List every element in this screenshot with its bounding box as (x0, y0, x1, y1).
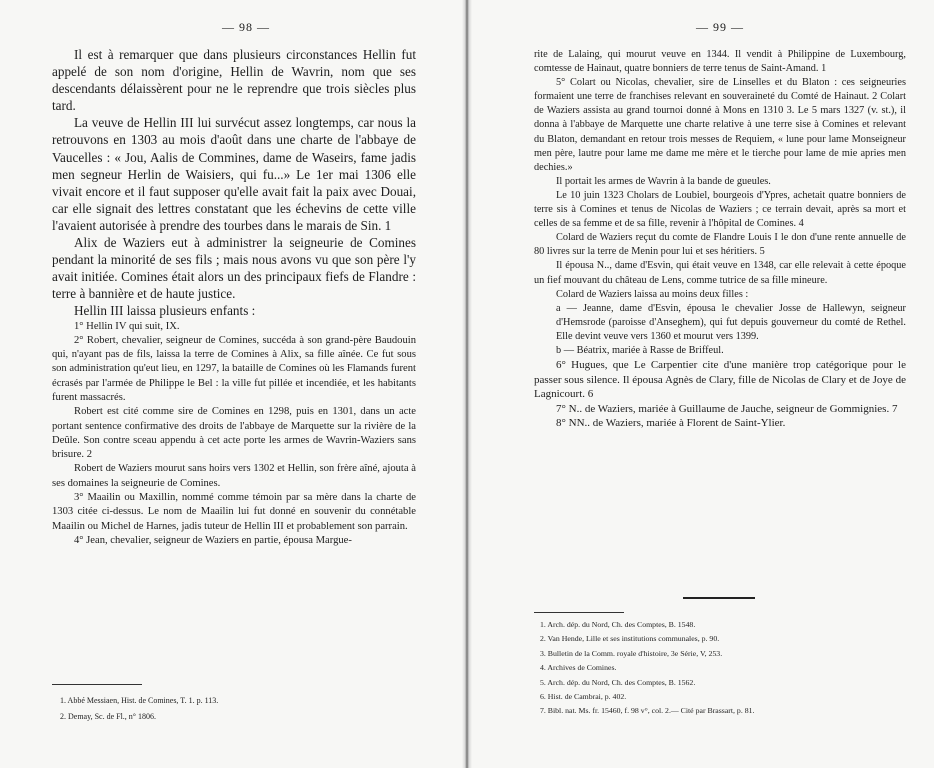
footnote: 7. Bibl. nat. Ms. fr. 15460, f. 98 v°, col. 2.— Cité par Brassart, p. 81. (540, 706, 755, 716)
book-gutter (462, 0, 472, 768)
paragraph: rite de Lalaing, qui mourut veuve en 1344. Il vendit à Philippine de Luxembourg, comtesse de Hainaut, quatre bonniers de terre tenus de Saint-Amand. 1 (534, 49, 906, 75)
left-footnotes (60, 693, 420, 725)
paragraph: Robert de Waziers mourut sans hoirs vers 1302 et Hellin, son frère aîné, ajouta à ses domaines la seigneurie de Comines. (52, 463, 416, 489)
paragraph: Il portait les armes de Wavrin à la bande de gueules. (556, 175, 771, 187)
paragraph: La veuve de Hellin III lui survécut assez longtemps, car nous la retrouvons en 1303 au mois d'août dans une charte de l'abbaye de Vaucelles : « Jou, Aalis de Commines, dame de Waseirs, fame jadis men segneur Herlin de Waisiers, qui fu...» Le 1er mai 1306 elle vivait encore et il faut supposer qu'elle avait fait la paix avec Douai, car elle signait des lettres constatant que les échevins de cette ville l'avaient autorisée à prendre des tourbes dans le marais de Sin. 1 (52, 115, 416, 233)
paragraph: a — Jeanne, dame d'Esvin, épousa le chevalier Josse de Hallewyn, seigneur d'Hemsrode (paroisse d'Anseghem), qui fut depuis gouverneur du comté de Rethel. Elle devint veuve vers 1360 et mourut vers 1399. (556, 302, 906, 342)
footnote: 1. Arch. dép. du Nord, Ch. des Comptes, B. 1548. (540, 620, 696, 629)
left-page-body (52, 46, 416, 548)
paragraph: 1° Hellin IV qui suit, IX. (74, 320, 180, 332)
footnote-separator (534, 612, 624, 613)
paragraph: Il épousa N.., dame d'Esvin, qui était veuve en 1348, car elle relevait à cette époque un fief mouvant du château de Lens, comme tutrice de sa fille mineure. (534, 260, 906, 286)
paragraph: 7° N.. de Waziers, mariée à Guillaume de Jauche, seigneur de Gommignies. 7 (556, 402, 898, 415)
section-end-rule (683, 597, 755, 599)
footnote: 4. Archives de Comines. (540, 663, 617, 673)
paragraph: Colard de Waziers laissa au moins deux filles : (556, 288, 749, 300)
paragraph: Hellin III laissa plusieurs enfants : (74, 303, 256, 319)
footnote-separator (52, 684, 142, 685)
paragraph: Il est à remarquer que dans plusieurs circonstances Hellin fut appelé de son nom d'origine, Hellin de Wavrin, nom que ses descendants délaissèrent pour ne le reprendre que trois siècles plus tard. (52, 47, 416, 114)
paragraph: Le 10 juin 1323 Cholars de Loubiel, bourgeois d'Ypres, achetait quatre bonniers de terre sis à Comines et tenus de Nicolas de Waziers ; ce terrain devait, après sa mort et celles de sa femme et de sa fille, revenir à l'hôpital de Comines. 4 (534, 189, 906, 230)
footnote: 6. Hist. de Cambrai, p. 402. (540, 692, 627, 702)
paragraph: b — Béatrix, mariée à Rasse de Briffeul. (556, 344, 724, 356)
footnote: 2. Demay, Sc. de Fl., n° 1806. (60, 712, 157, 721)
right-footnotes (540, 618, 910, 719)
footnote: 1. Abbé Messiaen, Hist. de Comines, T. 1. p. 113. (60, 696, 219, 705)
page-number-left: — 98 — (222, 20, 270, 34)
paragraph: 2° Robert, chevalier, seigneur de Comines, succéda à son grand-père Baudouin qui, n'ayant pas de fils, laissa la terre de Comines à Alix, sa fille aînée. Ce fut sous son administration qu'eut lieu, en 1297, la bataille de Comines où les Flamands furent écrasés par l'armée de Philippe le Bel : la ville fut pillée et incendiée, et les habitants furent massacrés. (52, 334, 416, 403)
paragraph: 8° NN.. de Waziers, mariée à Florent de Saint-Ylier. (556, 417, 786, 430)
paragraph: Colard de Waziers reçut du comte de Flandre Louis I le don d'une rente annuelle de 80 livres sur la terre de Menin pour lui et ses héritiers. 5 (534, 232, 906, 258)
page-number-right: — 99 — (696, 20, 744, 34)
paragraph: 5° Colart ou Nicolas, chevalier, sire de Linselles et du Blaton : ces seigneuries formaient une terre de franchises relevant en souveraineté du Comté de Hainaut. 2 Colart de Waziers assista au grand tournoi donné à Mons en 1310 3. Le 5 mars 1327 (v. st.), il donna à l'abbaye de Marquette une charte relative à une terre sise à Comines et relevant du Blaton, demandant en retour trois messes de Requiem, « lune pour lame Monseigneur men père, lautre pour lame me dame me mère et le tierche pour lame de mie apries men dechies.» (534, 77, 906, 173)
paragraph: 4° Jean, chevalier, seigneur de Waziers en partie, épousa Margue- (74, 534, 352, 546)
paragraph: Robert est cité comme sire de Comines en 1298, puis en 1301, dans un acte portant sentence confirmative des droits de l'abbaye de Marquette sur la rivière de la Deûle. Son contre sceau appendu à cet acte porte les armes de Wavrin-Waziers sans brisure. 2 (52, 406, 416, 461)
paragraph: Alix de Waziers eut à administrer la seigneurie de Comines pendant la minorité de ses fils ; mais nous avons vu que son père l'y avait initiée. Comines était alors un des principaux fiefs de Flandre : terre à bannière et de haute justice. (52, 235, 416, 302)
footnote: 3. Bulletin de la Comm. royale d'histoire, 3e Série, V, 253. (540, 648, 723, 658)
paragraph: 3° Maailin ou Maxillin, nommé comme témoin par sa mère dans la charte de 1303 citée ci-dessus. Le nom de Maailin lui fut donné en souvenir du connétable Maailin ou Michel de Harnes, jadis tuteur de Hellin III et probablement son parrain. (52, 492, 416, 532)
footnote: 5. Arch. dép. du Nord, Ch. des Comptes, B. 1562. (540, 677, 696, 687)
footnote: 2. Van Hende, Lille et ses institutions communales, p. 90. (540, 634, 720, 644)
right-page-body (534, 48, 906, 431)
paragraph: 6° Hugues, que Le Carpentier cite d'une manière trop catégorique pour le passer sous silence. Il épousa Agnès de Clary, fille de Nicolas de Clary et de Joye de Lagnicourt. 6 (534, 359, 906, 401)
